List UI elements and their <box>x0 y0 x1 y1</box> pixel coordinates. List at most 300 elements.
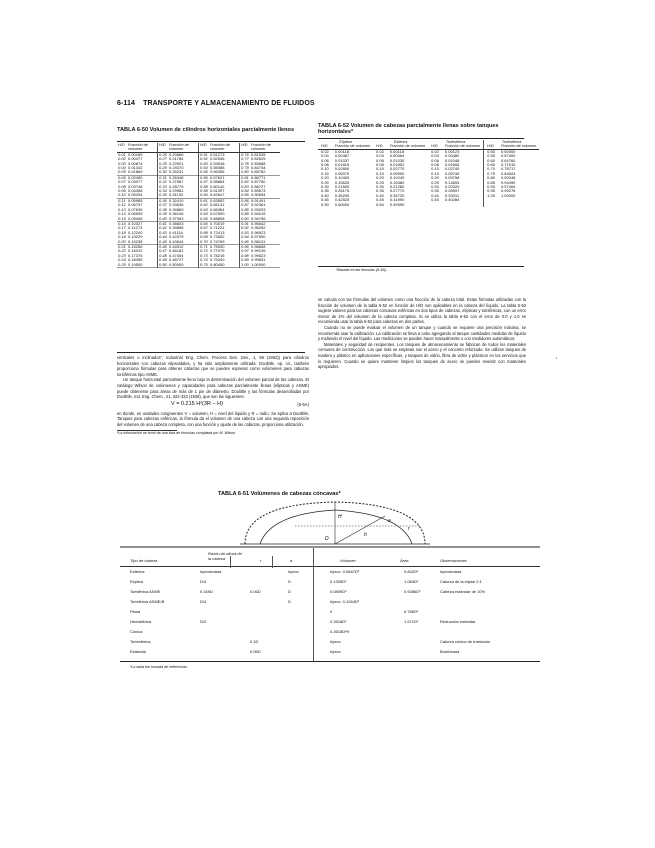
table-cell: 0.53818 <box>210 160 225 166</box>
table-cell: 0.86 <box>241 197 249 203</box>
table-cell: 0.65 <box>484 163 498 167</box>
table-cell: 0.53 <box>200 160 208 166</box>
table-6-51-cell-a: Aprox. <box>288 569 300 574</box>
table-cell: 0.06 <box>376 157 384 163</box>
table-cell: 0.78717 <box>500 166 516 172</box>
table-cell: 0.05990 <box>389 170 405 176</box>
table-cell: 0.42 <box>159 225 167 231</box>
table-cell: 0.45 <box>159 238 167 244</box>
table-6-51-cell-a: D <box>288 599 291 604</box>
table-cell: 0.07 <box>118 179 126 185</box>
table-cell: 0.28175 <box>334 188 350 194</box>
table-cell: 0.20660 <box>169 151 184 157</box>
table-cell <box>428 203 442 207</box>
table-6-51-header: Razón de altura de la cabeza <box>208 551 242 561</box>
table-cell: 0.68 <box>200 229 208 235</box>
table-cell: 0.98 <box>241 252 249 258</box>
table-6-51-cell-type: Esférica <box>130 569 145 574</box>
table-cell: 0.38603 <box>169 220 184 226</box>
left-paragraph-1: verticales o inclinados", Industrial Eng. Chem. Process Des. Dev., 1, 69 (1962)) para cilindros horizontales con cabezas elipsoidales, y ha sido ampliamente utilizada. Doolittle, op. cit., también proporciona fórmulas para obtener cabezas que se pueden expresar como volúmenes para cabezas torisféricas tipo ASME. <box>117 355 309 377</box>
table-cell: 0.16312 <box>128 248 143 254</box>
table-cell: 0.50 <box>159 261 167 267</box>
table-cell: 0.05985 <box>128 197 143 203</box>
table-cell: 0.10 <box>431 166 439 172</box>
table-cell: 0.85 <box>241 192 249 198</box>
table-cell: 0.24 <box>118 257 126 263</box>
table-cell: 0.10240 <box>389 175 405 181</box>
table-cell: 0.30 <box>431 184 439 190</box>
table-cell: 0.95542 <box>251 220 266 226</box>
table-cell: 0.15625 <box>334 179 350 185</box>
table-cell: 0.25231 <box>169 169 184 175</box>
table-cell: 0.43644 <box>169 238 184 244</box>
table-cell <box>484 203 498 207</box>
table-cell: 0.20 <box>431 175 439 181</box>
table-cell: 0.93203 <box>251 206 266 212</box>
table-6-52-grid <box>318 140 539 207</box>
table-6-50-grid <box>117 143 280 268</box>
table-6-51-cell-type: Plana <box>130 609 141 614</box>
table-cell: 0.99523 <box>251 252 266 258</box>
table-cell: 0.02 <box>321 148 329 154</box>
table-cell: 0.20 <box>118 238 126 244</box>
table-6-50-header: H/D <box>240 143 251 152</box>
table-cell: 0.17 <box>118 225 126 231</box>
table-cell: 0.77 <box>241 156 249 162</box>
table-6-51-cell-area: 0.842D² <box>404 569 419 574</box>
table-cell: 0.45 <box>376 197 384 203</box>
table-cell: 0.67590 <box>210 211 225 217</box>
table-6-51-cell-obs: Cabeza estándar de 10% <box>440 589 486 594</box>
table-cell: 0.09 <box>118 188 126 194</box>
table-cell: 0.09406 <box>128 215 143 221</box>
table-cell: 0.30 <box>159 169 167 175</box>
table-6-52-group-header: Toriesférica <box>484 140 540 144</box>
table-cell: 0.87760 <box>251 179 266 185</box>
table-cell: 0.64 <box>200 211 208 217</box>
table-6-50-header: Fracción de volumen <box>250 143 280 152</box>
table-cell: 0.92 <box>241 225 249 231</box>
table-cell: 0.60142 <box>210 183 225 189</box>
table-6-50-title: TABLA 6-50 Volumen de cilindros horizontales parcialmente llenos <box>117 127 295 133</box>
table-cell: 0.06797 <box>128 202 143 208</box>
table-6-52-header: Fracción de volumen <box>498 144 539 149</box>
table-6-50-header: Fracción de volumen <box>168 143 199 152</box>
table-cell: 0.99276 <box>500 188 516 194</box>
table-cell: 0.23 <box>118 252 126 258</box>
table-cell <box>498 203 539 207</box>
table-cell: 0.82625 <box>251 156 266 162</box>
table-cell: 0.02740 <box>444 166 460 172</box>
table-cell: 0.61397 <box>210 188 225 194</box>
table-cell: 0.99 <box>241 257 249 263</box>
left-paragraph-3: en donde, en unidades congruentes V = volumen, H = nivel del líquido y R = radio. Se aplica a Doolittle, Tanques para cabezas esféricas, la fórmula da el volumen de una cabeza con una segunda reposición del volumen de una cabeza completa, con una función y ajuste de las cabezas, proporciona utilización. <box>117 410 309 427</box>
table-cell: 0.57 <box>200 179 208 185</box>
table-cell: 0.85762 <box>251 169 266 175</box>
table-cell: 0.04 <box>431 153 439 159</box>
table-cell: 0.71221 <box>210 225 225 231</box>
table-cell: 0.95 <box>241 238 249 244</box>
table-6-51-cell-volume: 0.1309D³ <box>330 579 347 584</box>
table-cell: 0.02 <box>118 156 126 162</box>
table-6-52-header: Fracción de volumen <box>387 144 428 149</box>
table-cell: 0.25 <box>376 179 384 185</box>
table-6-52-group-header: Elíptica <box>339 140 352 144</box>
table-cell: 0.50000 <box>500 148 516 154</box>
table-cell: 0.50000 <box>334 201 350 207</box>
table-cell: 0.29981 <box>169 188 184 194</box>
table-cell: 0.89673 <box>251 188 266 194</box>
table-cell: 0.12 <box>118 202 126 208</box>
table-cell: 0.34869 <box>169 206 184 212</box>
table-6-51-cell-ratio: D/4 <box>200 599 207 604</box>
table-cell: 0.21280 <box>389 184 405 190</box>
table-cell: 0.78 <box>241 160 249 166</box>
table-cell: 0.15266 <box>128 243 143 249</box>
table-cell: 0.44912 <box>169 243 184 249</box>
table-cell: 0.28 <box>159 160 167 166</box>
table-6-51-cell-r: 0.06D <box>250 589 261 594</box>
table-cell: 0.35200 <box>334 192 350 198</box>
table-6-51-header: Área <box>400 558 409 563</box>
table-cell: 0.70 <box>484 167 498 171</box>
table-cell: 0.19550 <box>128 261 143 267</box>
table-cell: 0.04 <box>118 165 126 171</box>
table-cell: 0.31192 <box>169 192 184 198</box>
table-cell: 0.52 <box>200 156 208 162</box>
table-cell: 0.99126 <box>251 248 266 254</box>
table-cell: 0.30 <box>376 184 384 190</box>
table-cell: 0.03077 <box>128 179 143 185</box>
table-cell: 0.29 <box>159 165 167 171</box>
table-cell: 0.94796 <box>251 215 266 221</box>
table-6-51-cell-ratio: D/4 <box>200 579 207 584</box>
table-cell: 0.20 <box>376 175 384 181</box>
table-6-52-header: H/D <box>428 144 442 149</box>
table-cell: 0.07639 <box>128 206 143 212</box>
table-cell: 0.00477 <box>128 156 143 162</box>
head-diagram <box>120 496 540 548</box>
table-cell: 0.82 <box>241 179 249 185</box>
table-cell: 0.00874 <box>128 160 143 166</box>
table-cell: 0.27587 <box>169 179 184 185</box>
table-cell: 0.81 <box>241 174 249 180</box>
table-cell: 0.63 <box>200 206 208 212</box>
table-cell: 0.73652 <box>210 234 225 240</box>
table-6-51-cell-obs: Aproximada <box>440 569 462 574</box>
table-6-52-group-header: Toriesférica <box>445 140 466 144</box>
table-row <box>117 263 280 268</box>
table-cell: 0.86771 <box>251 174 266 180</box>
table-row <box>318 203 539 207</box>
table-cell: 0.04 <box>321 153 329 159</box>
table-cell: 0.47454 <box>169 252 184 258</box>
table-cell: 1.00000 <box>500 192 516 198</box>
table-cell: 0.01 <box>118 151 126 157</box>
table-cell: 0.74 <box>200 257 208 263</box>
margin-mark: ' <box>556 358 558 364</box>
right-paragraph-1: se calcula con las fórmulas del volumen como una fracción de la cabeza total. Estas fórmulas utilizadas con la fracción de volumen de la tabla 6-52 en función de H/D son aplicables en la cabeza del líquido. La tabla 6-52 sugiere valores para las cabezas cóncavas esféricas en dos tipos de cabezas, elípticas y torisféricas, con un error menor de 2% del volumen de la cabeza completa. Si se utiliza la tabla 6-52 con el error de 0.0 y 1.0 se recomienda usar la tabla 6-52 para cabezas en dos partes. <box>318 297 526 325</box>
diagram-label-hh: h <box>364 532 367 538</box>
table-6-51-cell-area: 0.9286D² <box>404 589 421 594</box>
table-cell: 0.40 <box>376 192 384 198</box>
table-cell: 0.31 <box>159 174 167 180</box>
table-cell: 0.00118 <box>334 148 349 154</box>
table-cell: 0.50000 <box>169 261 184 267</box>
table-cell: 0.01802 <box>389 162 405 168</box>
table-cell: 0.57621 <box>210 174 225 180</box>
table-cell: 0.67 <box>200 225 208 231</box>
table-cell: 0.98658 <box>251 243 266 249</box>
table-cell: 0.40 <box>431 192 439 198</box>
table-cell: 0.41116 <box>169 229 183 235</box>
table-cell: 0.96923 <box>251 229 266 235</box>
table-cell: 0.01048 <box>444 157 460 163</box>
table-cell: 0.22 <box>118 248 126 254</box>
table-cell: 0.46 <box>159 243 167 249</box>
table-cell: 0.06 <box>118 174 126 180</box>
table-6-51-cell-obs: Reducción estándar <box>440 619 476 624</box>
table-cell: 0.74769 <box>210 238 225 244</box>
table-cell: 0.55 <box>200 169 208 175</box>
table-cell: 0.93 <box>241 229 249 235</box>
table-cell: 0.44 <box>159 234 167 240</box>
table-cell: 0.71910 <box>500 162 516 168</box>
table-cell: 0.75 <box>484 172 498 176</box>
table-6-51-header: Tipo de cabeza <box>130 558 158 563</box>
table-cell: 0.15 <box>118 215 126 221</box>
table-cell: 0.51 <box>200 151 208 157</box>
table-6-52-header: Fracción de volumen <box>332 144 373 149</box>
table-cell: 0.01037 <box>334 157 350 163</box>
table-cell: 0.01869 <box>128 169 143 175</box>
table-cell: 0.00464 <box>389 153 405 159</box>
table-6-50 <box>117 143 280 268</box>
table-cell: 0.18455 <box>128 257 143 263</box>
table-cell: 0.13229 <box>128 234 143 240</box>
table-cell: 0.85 <box>484 181 498 185</box>
table-cell: 0.18 <box>118 229 126 235</box>
table-cell: 0.61 <box>200 197 208 203</box>
table-cell: 0.35 <box>431 188 439 194</box>
table-cell: 0.10327 <box>128 220 143 226</box>
table-6-51-header: Observaciones <box>440 558 467 563</box>
table-6-51-header: Volumen <box>340 558 356 563</box>
table-cell: 0.08 <box>118 183 126 189</box>
table-cell: 0.94490 <box>500 179 516 185</box>
table-cell: 1.00 <box>241 261 249 267</box>
table-6-51-cell-type: Cónica <box>130 629 143 634</box>
table-cell: 0.50 <box>484 149 498 154</box>
table-cell: 0.41990 <box>389 197 405 203</box>
table-cell: 0.78216 <box>210 252 225 258</box>
table-6-51-cell-volume: 0.2618D²H <box>330 629 350 634</box>
table-cell: 0.83 <box>241 183 249 189</box>
table-cell: 0.03748 <box>128 183 143 189</box>
table-6-51-cell-r: 0.06D <box>250 649 261 654</box>
table-cell: 0.20320 <box>444 184 460 190</box>
table-cell: 0.42379 <box>169 234 184 240</box>
table-6-51-cell-volume: Aprox. 0.0847D³ <box>330 569 360 574</box>
table-cell: 0.00480 <box>444 153 460 159</box>
table-cell: 0.16 <box>118 220 126 226</box>
right-text-column <box>318 297 526 370</box>
table-cell: 0.22921 <box>169 160 184 166</box>
table-6-51-cell-type: Toriesférica <box>130 639 151 644</box>
table-cell: 0.27 <box>159 156 167 162</box>
table-cell: 0.00123 <box>444 148 460 154</box>
table-6-51-cell-ratio: 0.169D <box>200 589 213 594</box>
running-header <box>117 100 315 107</box>
table-cell: 0.48 <box>159 252 167 258</box>
diagram-label-h: H <box>338 514 342 520</box>
table-cell: 0.49390 <box>389 201 405 207</box>
right-paragraph-2: Cuando no se puede evaluar el volumen de un tanque y cuando se requiere una precisión máxima, se recomienda usar la calibración. La calibración se lleva a cabo agregando al tanque cantidades medidas de líquido y midiendo el nivel del líquido. Las mediciones se pueden hacer manualmente o con medidores automáticos. <box>318 324 526 342</box>
table-cell: 0.01030 <box>389 157 405 163</box>
table-cell: 0.62647 <box>210 192 225 198</box>
table-cell: 0.80 <box>484 176 498 180</box>
table-cell: 0.72413 <box>210 229 225 235</box>
table-cell: 0.04458 <box>128 188 143 194</box>
table-6-51-cell-volume: 0.2618D³ <box>330 619 347 624</box>
table-cell: 0.10 <box>118 192 126 198</box>
table-cell: 0.05 <box>118 169 126 175</box>
table-cell: 0.99831 <box>251 257 266 263</box>
table-cell: 0.60 <box>200 192 208 198</box>
table-cell: 0.32410 <box>169 197 184 203</box>
table-cell: 0.59 <box>200 188 208 194</box>
table-cell: 0.47 <box>159 248 167 254</box>
table-6-50-header: Fracción de volumen <box>209 143 240 152</box>
table-cell: 0.48727 <box>169 257 184 263</box>
table-cell: 0.34 <box>159 188 167 194</box>
table-cell: 0.46182 <box>169 248 184 254</box>
table-cell: 0.30 <box>321 184 329 190</box>
table-6-51-cell-a: D <box>288 589 291 594</box>
table-6-51-cell-volume: Aprox. <box>330 639 342 644</box>
table-cell: 0.94015 <box>251 211 266 217</box>
equation-number: (6-5A) <box>297 401 309 407</box>
table-cell: 0.10400 <box>334 175 350 181</box>
table-6-50-header: Fracción de volumen <box>127 143 158 152</box>
table-cell: 0.02450 <box>128 174 143 180</box>
table-cell: 0.26348 <box>169 174 184 180</box>
table-6-51-title: TABLA 6-51 Volúmenes de cabezas cóncavas* <box>218 491 341 497</box>
table-cell: 0.70019 <box>210 220 225 226</box>
table-cell: 0.79 <box>241 165 249 171</box>
table-cell: 0.80 <box>241 169 249 175</box>
table-cell: 0.54 <box>200 165 208 171</box>
table-cell: 0.24070 <box>169 165 184 171</box>
table-cell: 1.00000 <box>251 261 266 267</box>
table-cell: 0.02770 <box>389 166 405 172</box>
table-cell: 0.57400 <box>500 153 516 159</box>
right-paragraph-3: Materiales y seguridad de recipientes. Los tanques de almacenamiento se fabrican de todos los materiales comunes de construcción. Los que más se emplean son el acero y el concreto reforzado. Se utilizan tanques de madera y plástico en aplicaciones específicas, y tanques de vidrio, fibra de vidrio y plásticos en los servicios que lo requieren. Cuando se quiere mantener limpios los tanques de acero se pueden revestir con materiales apropiados. <box>318 341 526 370</box>
table-6-51-cell-volume: Aprox. 0.1264D³ <box>330 599 360 604</box>
table-cell: 0.00467 <box>334 153 350 159</box>
table-6-51-cell-area: 1.571D² <box>404 619 419 624</box>
table-6-52-header: H/D <box>484 144 498 149</box>
table-cell: 0.33311 <box>444 192 460 198</box>
table-6-51-cell-type: Torisférica ASME <box>130 589 161 594</box>
table-6-51-cell-ratio: Aproximada <box>200 569 222 574</box>
table-cell: 0.71 <box>200 243 208 249</box>
table-cell: 0.77079 <box>210 248 225 254</box>
table-cell: 0.79340 <box>210 257 225 263</box>
table-cell: 0.39 <box>159 211 167 217</box>
table-cell: 0.88727 <box>251 183 266 189</box>
table-cell: 0.01806 <box>444 162 460 168</box>
table-cell: 0.01342 <box>128 165 143 171</box>
table-cell: 0.45 <box>321 197 329 203</box>
table-6-50-header: H/D <box>158 143 169 152</box>
table-cell: 0.34720 <box>389 192 405 198</box>
table-cell: 0.90248 <box>500 175 516 181</box>
table-cell: 0.95 <box>484 189 498 193</box>
table-cell: 0.15 <box>376 170 384 176</box>
table-6-51-cell-obs: Cabeza de la elipse 2:1 <box>440 579 482 584</box>
table-cell: 0.01819 <box>334 162 350 168</box>
left-text-column <box>117 355 309 435</box>
table-cell: 0.68808 <box>210 215 225 221</box>
table-6-51-cell-volume: 0 <box>330 609 333 614</box>
table-cell: 0.00118 <box>389 148 405 154</box>
table-cell: 0.39858 <box>169 225 184 231</box>
table-cell: 0.56 <box>200 174 208 180</box>
table-cell: 0.66364 <box>210 206 225 212</box>
table-cell: 0.58 <box>200 183 208 189</box>
table-6-51-footnote: *La tabla fue tomada de referencias. <box>130 665 188 669</box>
table-6-51-cell-volume: Aprox. <box>330 649 342 654</box>
table-cell: 0.51273 <box>210 151 225 157</box>
table-cell: 0.15 <box>321 170 329 176</box>
table-cell: 0.08 <box>431 162 439 168</box>
running-title: TRANSPORTE Y ALMACENAMIENTO DE FLUIDOS <box>143 100 315 107</box>
table-cell: 0.97 <box>241 248 249 254</box>
table-cell: 0.84 <box>241 188 249 194</box>
table-cell: 0.49 <box>159 257 167 263</box>
table-cell: 0.26 <box>159 151 167 157</box>
table-cell: 0.08 <box>321 162 329 168</box>
table-cell: 0.27770 <box>389 188 405 194</box>
table-cell: 0.88 <box>241 206 249 212</box>
table-cell: 0.90 <box>484 185 498 189</box>
table-cell: 0.25 <box>321 179 329 185</box>
table-cell: 0.52546 <box>210 156 225 162</box>
table-cell: 0.00169 <box>128 151 143 157</box>
table-cell: 0.17375 <box>128 252 143 258</box>
table-cell: 0.50 <box>321 201 329 207</box>
diagram-label-a: a <box>388 518 391 524</box>
table-cell: 0.19 <box>118 234 126 240</box>
table-cell: 0.58884 <box>210 179 225 185</box>
table-6-51-cell-r: 0.1D <box>250 639 259 644</box>
table-cell: 0.50 <box>376 201 384 207</box>
table-cell: 0.45 <box>431 197 439 203</box>
table-cell: 0.12240 <box>128 229 143 235</box>
table-6-52-header: H/D <box>318 144 332 149</box>
table-cell: 0.25 <box>431 179 439 185</box>
table-6-51-cell-volume: 0.0809D³ <box>330 589 347 594</box>
table-6-52-header: H/D <box>373 144 387 149</box>
table-6-51-cell-type: Estándar <box>130 649 147 654</box>
table-cell: 0.14653 <box>444 179 460 185</box>
table-cell: 0.89 <box>241 211 249 217</box>
table-cell: 0.84924 <box>500 170 516 176</box>
left-paragraph-2: Un tanque horizontal parcialmente lleno bajo la determinación del volumen parcial de las cabezas. El catálogo Wilson de volúmenes y capacidades para cabezas parcialmente llenas (elípticas y ASME) puede obtenerse para áreas de más de 1 pie de diámetro. Doolittle y las fórmulas desarrolladas por Doolittle, Ind. Eng. Chem., 21, 322-323 (1928), que son las siguientes: <box>117 377 309 400</box>
table-cell: 0.83688 <box>251 160 266 166</box>
table-cell: 0.60 <box>484 159 498 163</box>
